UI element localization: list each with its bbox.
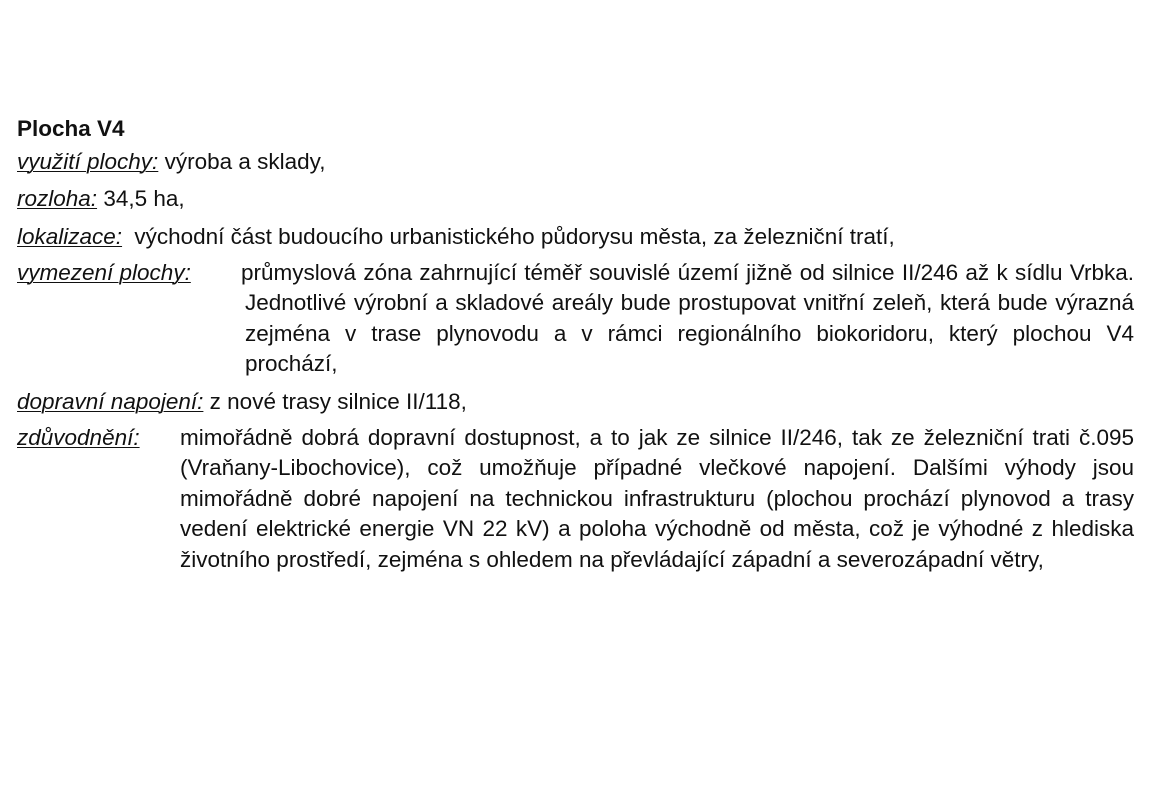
location-value: východní část budoucího urbanistického půdorysu města, za železniční tratí, [134, 224, 895, 249]
row-transport [17, 387, 1134, 417]
transport-value: z nové trasy silnice II/118, [209, 389, 467, 414]
land-use-label: využití plochy: [17, 149, 159, 174]
row-location [17, 222, 1134, 252]
area-value: 34,5 ha, [103, 186, 185, 211]
land-use-value: výroba a sklady, [164, 149, 326, 174]
transport-label: dopravní napojení: [17, 389, 204, 414]
definition-label: vymezení plochy: [17, 260, 191, 285]
row-justification [17, 423, 1134, 575]
justification-label: zdůvodnění: [17, 425, 140, 450]
row-definition [17, 258, 1134, 380]
row-land-use [17, 147, 1134, 177]
row-area [17, 184, 1134, 214]
definition-value: průmyslová zóna zahrnující téměř souvislé území jižně od silnice II/246 až k sídlu Vrbka. Jednotlivé výrobní a skladové areály bude prostupovat vnitřní zeleň, která bude výrazná zejména v trase plynovodu a v rámci regionálního biokoridoru, který plochou V4 prochází, [241, 260, 1134, 377]
area-label: rozloha: [17, 186, 98, 211]
section-title: Plocha V4 [17, 116, 125, 141]
justification-value: mimořádně dobrá dopravní dostupnost, a to jak ze silnice II/246, tak ze železniční trati č.095 (Vraňany-Libochovice), což umožňuje případné vlečkové napojení. Dalšími výhody jsou mimořádně dobré napojení na technickou infrastrukturu (plochou prochází plynovod a trasy vedení elektrické energie VN 22 kV) a poloha východně od města, což je výhodné z hlediska životního prostředí, zejména s ohledem na převládající západní a severozápadní větry, [180, 425, 1134, 572]
location-label: lokalizace: [17, 224, 123, 249]
